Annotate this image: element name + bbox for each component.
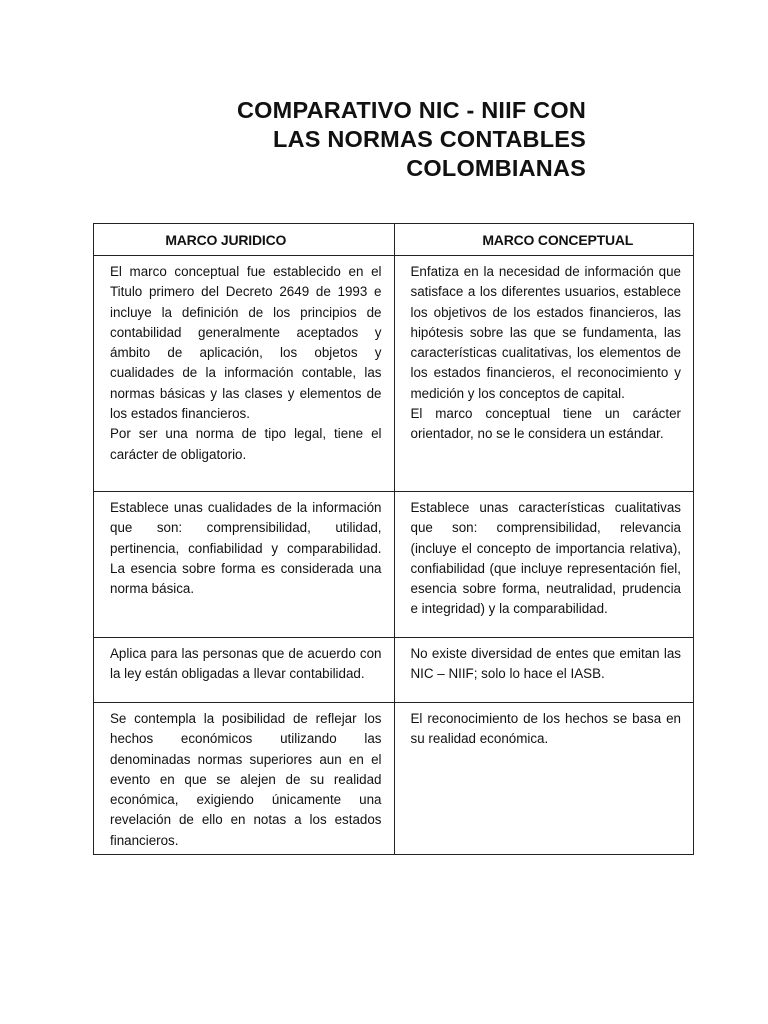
paragraph: No existe diversidad de entes que emitan las NIC – NIIF; solo lo hace el IASB. — [410, 646, 681, 682]
paragraph: El marco conceptual tiene un carácter orientador, no se le considera un estándar. — [410, 406, 681, 442]
cell-juridico-4 — [94, 703, 395, 855]
cell-conceptual-1 — [394, 256, 694, 492]
table-row — [94, 703, 694, 855]
cell-conceptual-4 — [394, 703, 694, 855]
cell-juridico-1 — [94, 256, 395, 492]
header-marco-juridico: MARCO JURIDICO — [94, 224, 395, 256]
title-line-3: COLOMBIANAS — [406, 155, 586, 181]
paragraph: El reconocimiento de los hechos se basa en su realidad económica. — [410, 711, 681, 747]
paragraph: Establece unas cualidades de la información que son: comprensibilidad, utilidad, pertinencia, confiabilidad y comparabilidad. La esencia sobre forma es considerada una norma básica. — [110, 500, 382, 597]
cell-conceptual-3 — [394, 638, 694, 703]
cell-juridico-3 — [94, 638, 395, 703]
table-row — [94, 638, 694, 703]
comparison-table — [93, 223, 694, 855]
paragraph: El marco conceptual fue establecido en el Titulo primero del Decreto 2649 de 1993 e incluye la definición de los principios de contabilidad generalmente aceptados y ámbito de aplicación, los objetos y cualidades de la información contable, las normas básicas y las clases y elementos de los estados financieros. — [110, 264, 382, 422]
table-row — [94, 492, 694, 638]
cell-juridico-2 — [94, 492, 395, 638]
table-header-row — [94, 224, 694, 256]
paragraph: Por ser una norma de tipo legal, tiene el carácter de obligatorio. — [110, 426, 382, 462]
paragraph: Establece unas características cualitativas que son: comprensibilidad, relevancia (incluye el concepto de importancia relativa), confiabilidad (que incluye representación fiel, esencia sobre forma, neutralidad, prudencia e integridad) y la comparabilidad. — [410, 500, 681, 617]
document-title — [200, 96, 586, 183]
paragraph: Enfatiza en la necesidad de información que satisface a los diferentes usuarios, establece los objetivos de los estados financieros, las hipótesis sobre las que se fundamenta, las características cualitativas, los elementos de los estados financieros, el reconocimiento y medición y los conceptos de capital. — [410, 264, 681, 401]
paragraph: Se contempla la posibilidad de reflejar los hechos económicos utilizando las denominadas normas superiores aun en el evento en que se alejen de su realidad económica, exigiendo únicamente una revelación de ello en notas a los estados financieros. — [110, 711, 382, 848]
table-row — [94, 256, 694, 492]
cell-conceptual-2 — [394, 492, 694, 638]
header-marco-conceptual: MARCO CONCEPTUAL — [394, 224, 694, 256]
paragraph: Aplica para las personas que de acuerdo con la ley están obligadas a llevar contabilidad. — [110, 646, 382, 682]
title-line-1: COMPARATIVO NIC - NIIF CON — [237, 97, 586, 123]
title-line-2: LAS NORMAS CONTABLES — [273, 126, 586, 152]
